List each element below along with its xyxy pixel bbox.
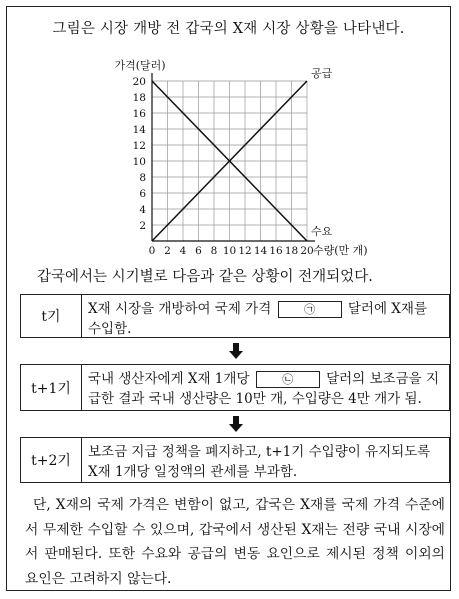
supply-demand-chart (107, 55, 407, 260)
blank-box-b: ㉡ (256, 371, 320, 388)
blank-box-a: ㉠ (278, 301, 342, 318)
x-tick-label: 20 (300, 245, 314, 257)
step-text-after: 달러의 보조금을 지급한 결과 국내 생산량은 10만 개, 수입량은 4만 개가 됨. (88, 371, 439, 407)
step-body (82, 295, 449, 337)
note-text: 단, X재의 국제 가격은 변함이 없고, 갑국은 X재를 국제 가격 수준에서 무제한 수입할 수 있으며, 갑국에서 생산된 X재는 전량 국내 시장에서 판매된다. 또한 수요와 공급의 변동 요인으로 제시된 정책 이외의 요인은 고려하지 않는다. (25, 497, 445, 587)
y-tick-label: 8 (139, 172, 146, 184)
x-tick-label: 6 (195, 245, 202, 257)
down-arrow-icon (229, 343, 243, 359)
step-period: t기 (21, 295, 82, 337)
y-tick-label: 16 (132, 108, 146, 120)
step-t1 (20, 364, 450, 411)
x-axis-label: 수량(만 개) (313, 244, 368, 257)
step-text-after: 달러에 X재를 수입함. (88, 301, 427, 337)
y-tick-label: 14 (132, 124, 146, 136)
y-tick-label: 2 (139, 220, 146, 232)
x-tick-label: 16 (269, 245, 283, 257)
x-tick-label: 4 (179, 245, 187, 257)
down-arrow-icon (229, 416, 243, 432)
x-tick-label: 18 (284, 245, 299, 257)
step-period: t+1기 (21, 365, 82, 410)
step-t2 (20, 437, 450, 483)
step-body (82, 365, 449, 410)
y-tick-label: 4 (139, 204, 146, 216)
intro-text: 그림은 시장 개방 전 갑국의 X재 시장 상황을 나타낸다. (52, 21, 405, 37)
step-text-before: 국내 생산자에게 X재 1개당 (88, 371, 250, 387)
chart-svg (107, 55, 407, 260)
x-tick-label: 2 (164, 245, 171, 257)
step-period: t+2기 (21, 438, 82, 482)
x-tick-label: 10 (222, 245, 237, 257)
series-label: 수요 (311, 225, 333, 238)
y-tick-label: 12 (132, 140, 146, 152)
x-tick-label: 0 (148, 245, 156, 257)
series-label: 공급 (311, 67, 333, 80)
x-tick-label: 14 (253, 245, 268, 257)
lead-text: 갑국에서는 시기별로 다음과 같은 상황이 전개되었다. (37, 269, 373, 285)
y-tick-label: 20 (132, 76, 146, 88)
x-tick-label: 12 (238, 245, 252, 257)
step-t (20, 294, 450, 338)
y-tick-label: 10 (132, 156, 146, 168)
step-text-before: X재 시장을 개방하여 국제 가격 (88, 301, 272, 317)
problem-frame (6, 6, 451, 591)
y-axis-label: 가격(달러) (114, 59, 166, 72)
x-tick-label: 8 (210, 245, 218, 257)
y-tick-label: 18 (132, 92, 146, 104)
step-body: 보조금 지급 정책을 폐지하고, t+1기 수입량이 유지되도록 X재 1개당 일정액의 관세를 부과함. (88, 444, 431, 480)
y-tick-label: 6 (139, 188, 146, 200)
